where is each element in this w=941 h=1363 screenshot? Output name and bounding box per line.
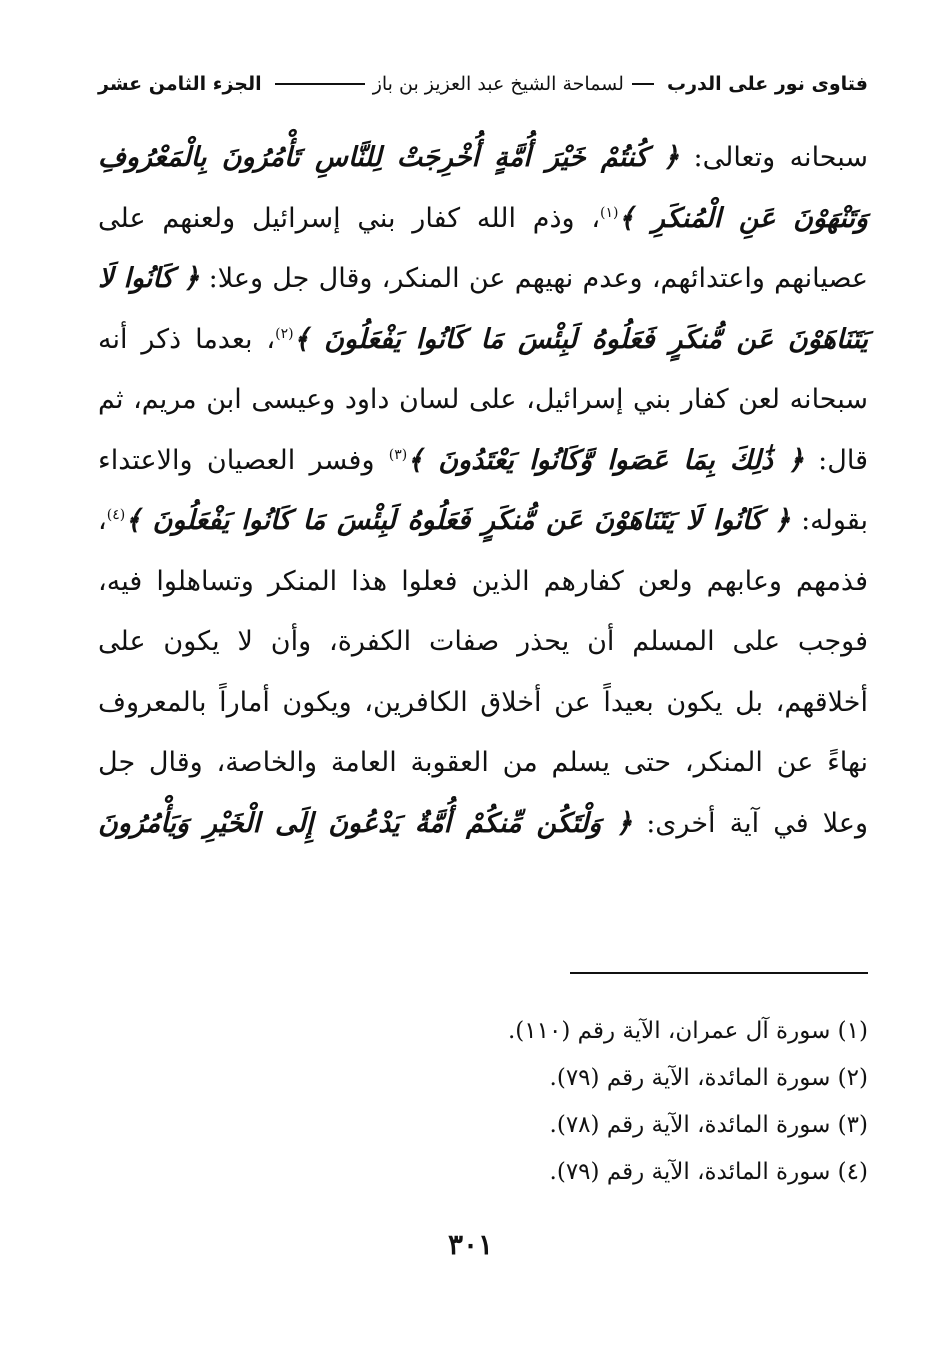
header-rule-left <box>275 83 365 85</box>
running-header <box>98 62 868 106</box>
page-number: ٣٠١ <box>447 1228 494 1261</box>
quran-verse-5: ﴿ وَلْتَكُن مِّنكُمْ أُمَّةٌ يَدْعُونَ إِلَى الْخَيْرِ وَيَأْمُرُونَ <box>98 807 633 839</box>
footnote-ref-2: (٢) <box>275 325 294 342</box>
footnote-ref-4: (٤) <box>106 507 126 523</box>
quran-verse-1: ﴿ كُنتُمْ خَيْرَ أُمَّةٍ أُخْرِجَتْ لِلنَّاسِ تَأْمُرُونَ بِالْمَعْرُوفِ وَتَنْهَوْنَ عَنِ الْمُنكَرِ ﴾ <box>98 142 868 234</box>
footnote-2: (٢) سورة المائدة، الآية رقم (٧٩). <box>549 1065 868 1091</box>
footnote-4: (٤) سورة المائدة، الآية رقم (٧٩). <box>549 1159 868 1185</box>
book-title: فتاوى نور على الدرب <box>667 73 868 95</box>
footnote-divider <box>570 972 868 974</box>
header-rule-right <box>632 83 654 85</box>
header-author-group <box>275 73 654 95</box>
author-name: لسماحة الشيخ عبد العزيز بن باز <box>372 73 624 95</box>
text-segment-2: ، وذم الله كفار بني إسرائيل ولعنهم على عصيانهم واعتدائهم، وعدم نهيهم عن المنكر، وقال جل وعلا: <box>98 202 868 294</box>
quran-verse-4: ﴿ كَانُوا لَا يَتَنَاهَوْنَ عَن مُّنكَرٍ فَعَلُوهُ لَبِئْسَ مَا كَانُوا يَفْعَلُونَ ﴾ <box>125 505 791 536</box>
quran-verse-2: ﴿ كَانُوا لَا يَتَنَاهَوْنَ عَن مُّنكَرٍ فَعَلُوهُ لَبِئْسَ مَا كَانُوا يَفْعَلُونَ ﴾ <box>98 263 868 355</box>
main-text <box>98 128 868 854</box>
text-segment-5: ، فذمهم وعابهم ولعن كفارهم الذين فعلوا هذا المنكر وتساهلوا فيه، فوجب على المسلم أن يحذر صفات الكفرة، وأن لا يكون على أخلاقهم، بل يكون بعيداً عن أخلاق الكافرين، ويكون أماراً بالمعروف نهاءً عن المنكر، حتى يسلم من العقوبة العامة والخاصة، وقال جل وعلا في آية أخرى: <box>98 505 868 839</box>
volume-label: الجزء الثامن عشر <box>98 73 262 95</box>
footnotes <box>98 1008 868 1196</box>
text-segment-4: وفسر العصيان والاعتداء بقوله: <box>98 444 868 536</box>
footnote-1: (١) سورة آل عمران، الآية رقم (١١٠). <box>508 1018 868 1044</box>
footnote-ref-3: (٣) <box>388 446 408 463</box>
quran-verse-3: ﴿ ذَٰلِكَ بِمَا عَصَوا وَّكَانُوا يَعْتَدُونَ ﴾ <box>407 444 804 476</box>
footnote-3: (٣) سورة المائدة، الآية رقم (٧٨). <box>549 1112 868 1138</box>
text-segment-1: سبحانه وتعالى: <box>679 142 868 173</box>
text-segment-3: ، بعدما ذكر أنه سبحانه لعن كفار بني إسرائيل، على لسان داود وعيسى ابن مريم، ثم قال: <box>98 323 868 476</box>
main-paragraph <box>98 128 868 854</box>
footnote-ref-1: (١) <box>600 204 619 221</box>
